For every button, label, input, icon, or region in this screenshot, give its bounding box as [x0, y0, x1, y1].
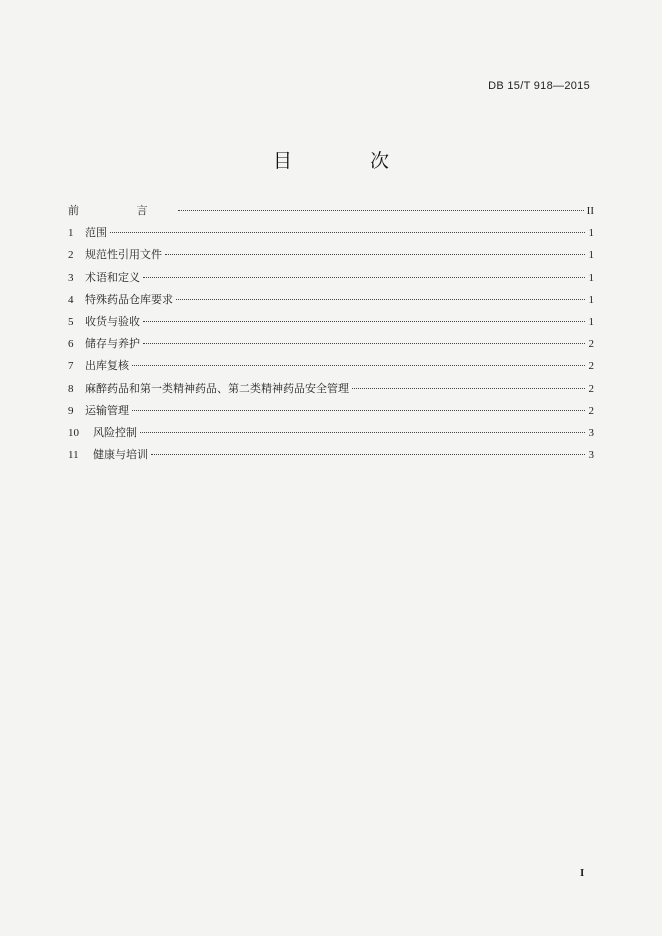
toc-entry-4[interactable]	[68, 289, 594, 311]
toc-entry-page: 1	[588, 249, 594, 262]
toc-entry-title: 风险控制	[93, 425, 137, 439]
toc-entry-page: 3	[588, 426, 594, 439]
toc-entry-title: 规范性引用文件	[85, 248, 162, 262]
toc-entry-title: 收货与验收	[85, 314, 140, 328]
toc-dot-leader	[178, 210, 584, 211]
toc-dot-leader	[110, 232, 585, 233]
toc-entry-page: 2	[588, 360, 594, 373]
page-number: I	[580, 867, 585, 879]
toc-entry-page: 1	[588, 271, 594, 284]
toc-dot-leader	[143, 321, 585, 322]
toc-entry-page: 1	[588, 227, 594, 240]
toc-entry-page: 2	[588, 404, 594, 417]
toc-entry-8[interactable]	[68, 378, 594, 400]
toc-entry-title: 麻醉药品和第一类精神药品、第二类精神药品安全管理	[85, 381, 349, 395]
toc-entry-title: 储存与养护	[85, 337, 140, 351]
toc-entry-5[interactable]	[68, 311, 594, 333]
page-title: 目 次	[272, 150, 426, 172]
toc-entry-page: 2	[588, 338, 594, 351]
toc-entry-9[interactable]	[68, 400, 594, 422]
toc-dot-leader	[165, 254, 585, 255]
toc-entry-number: 6	[68, 338, 74, 351]
table-of-contents	[68, 200, 594, 466]
toc-entry-1[interactable]	[68, 222, 594, 244]
toc-dot-leader	[132, 365, 585, 366]
toc-entry-11[interactable]	[68, 444, 594, 466]
toc-entry-number: 7	[68, 360, 74, 373]
toc-entry-number: 1	[68, 227, 74, 240]
toc-entry-page: 1	[588, 315, 594, 328]
document-code: DB 15/T 918—2015	[488, 80, 590, 92]
toc-entry-page: II	[586, 205, 594, 217]
toc-dot-leader	[140, 432, 585, 433]
toc-entry-2[interactable]	[68, 244, 594, 266]
toc-entry-6[interactable]	[68, 333, 594, 355]
toc-entry-page: 1	[588, 293, 594, 306]
toc-dot-leader	[143, 277, 585, 278]
toc-entry-number: 5	[68, 315, 74, 328]
toc-entry-page: 2	[588, 382, 594, 395]
toc-entry-title: 范围	[85, 226, 107, 240]
toc-entry-number: 3	[68, 271, 74, 284]
toc-entry-page: 3	[588, 449, 594, 462]
toc-entry-title: 术语和定义	[85, 270, 140, 284]
toc-entry-number: 8	[68, 382, 74, 395]
toc-entry-title: 前 言	[68, 204, 175, 217]
toc-dot-leader	[352, 388, 585, 389]
toc-entry-title: 运输管理	[85, 403, 129, 417]
toc-entry-10[interactable]	[68, 422, 594, 444]
toc-entry-number: 9	[68, 404, 74, 417]
toc-entry-3[interactable]	[68, 267, 594, 289]
toc-dot-leader	[176, 299, 585, 300]
toc-entry-number: 2	[68, 249, 74, 262]
toc-entry-title: 健康与培训	[93, 448, 148, 462]
toc-entry-title: 出库复核	[85, 359, 129, 373]
toc-entry-foreword[interactable]	[68, 200, 594, 222]
toc-entry-title: 特殊药品仓库要求	[85, 292, 173, 306]
toc-entry-7[interactable]	[68, 355, 594, 377]
toc-entry-number: 11	[68, 449, 79, 462]
toc-entry-number: 4	[68, 293, 74, 306]
toc-entry-number: 10	[68, 426, 79, 439]
toc-dot-leader	[143, 343, 585, 344]
toc-dot-leader	[151, 454, 585, 455]
toc-dot-leader	[132, 410, 585, 411]
